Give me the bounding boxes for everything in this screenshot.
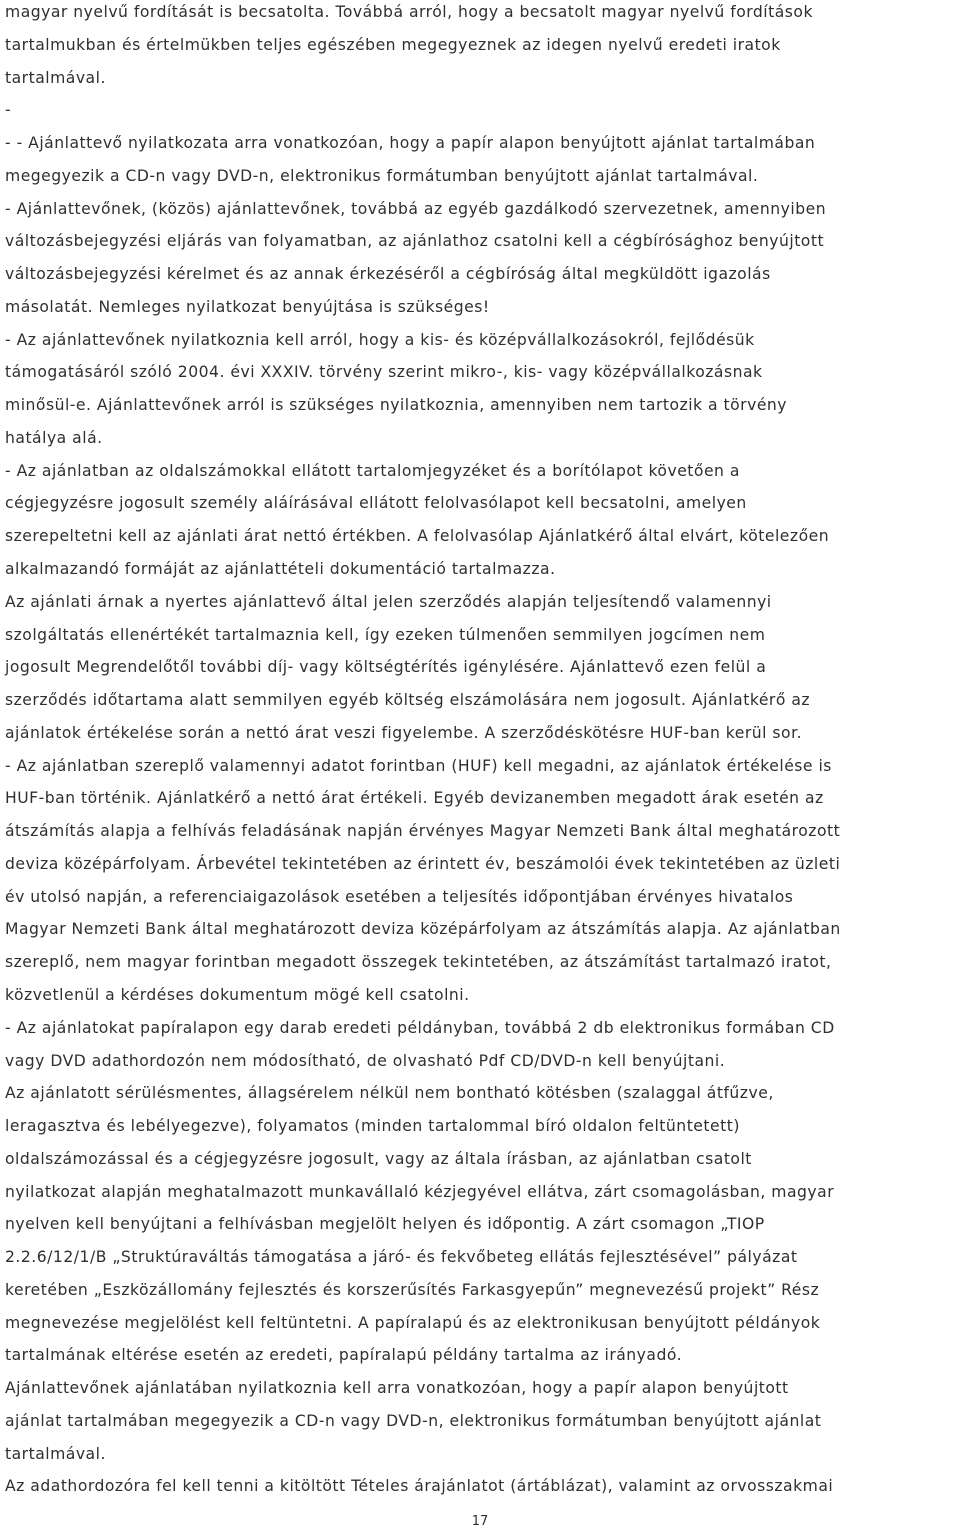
text-line: cégjegyzésre jogosult személy aláírásával ellátott felolvasólapot kell becsatolni, amelyen [5,494,747,513]
text-line: másolatát. Nemleges nyilatkozat benyújtása is szükséges! [5,297,490,316]
text-line: Az adathordozóra fel kell tenni a kitöltött Tételes árajánlatot (ártáblázat), valamint az orvosszakmai [5,1477,834,1496]
text-line: ajánlatok értékelése során a nettó árat veszi figyelembe. A szerződéskötésre HUF-ban kerül sor. [5,723,803,742]
text-line: minősül-e. Ajánlattevőnek arról is szükséges nyilatkoznia, amennyiben nem tartozik a törvény [5,396,788,415]
text-line: támogatásáról szóló 2004. évi XXXIV. törvény szerint mikro-, kis- vagy középvállalkozásnak [5,363,763,382]
text-line: 2.2.6/12/1/B „Struktúraváltás támogatása a járó- és fekvőbeteg ellátás fejlesztésével” pályázat [5,1248,798,1267]
text-line: magyar nyelvű fordítását is becsatolta. Továbbá arról, hogy a becsatolt magyar nyelvű fordítások [5,3,813,21]
text-line: keretében „Eszközállomány fejlesztés és korszerűsítés Farkasgyepűn” megnevezésű projekt” Rész [5,1280,820,1299]
text-line: vagy DVD adathordozón nem módosítható, de olvasható Pdf CD/DVD-n kell benyújtani. [5,1051,726,1070]
text-line: oldalszámozással és a cégjegyzésre jogosult, vagy az általa írásban, az ajánlatban csatolt [5,1149,752,1168]
text-line: - - Ajánlattevő nyilatkozata arra vonatkozóan, hogy a papír alapon benyújtott ajánlat tartalmában [5,134,816,153]
text-line: - [5,101,12,120]
text-line: alkalmazandó formáját az ajánlattételi dokumentáció tartalmazza. [5,560,556,579]
text-line: jogosult Megrendelőtől további díj- vagy költségtérítés igénylésére. Ajánlattevő ezen felül a [5,658,767,677]
page-number: 17 [471,1514,489,1529]
text-line: Az ajánlatott sérülésmentes, állagsérelem nélkül nem bontható kötésben (szalaggal átfűzve, [5,1084,774,1103]
text-line: szolgáltatás ellenértékét tartalmaznia kell, így ezeken túlmenően semmilyen jogcímen nem [5,625,766,644]
text-line: változásbejegyzési kérelmet és az annak érkezéséről a cégbíróság által megküldött igazolás [5,265,771,284]
body-text [5,0,957,1503]
text-line: szerepeltetni kell az ajánlati árat nettó értékben. A felolvasólap Ajánlatkérő által elvárt, kötelezően [5,527,830,546]
text-line: Magyar Nemzeti Bank által meghatározott deviza középárfolyam az átszámítás alapja. Az ajánlatban [5,920,841,939]
text-line: közvetlenül a kérdéses dokumentum mögé kell csatolni. [5,985,470,1004]
text-line: ajánlat tartalmában megegyezik a CD-n vagy DVD-n, elektronikus formátumban benyújtott ajánlat [5,1411,822,1430]
text-line: nyilatkozat alapján meghatalmazott munkavállaló kézjegyével ellátva, zárt csomagolásban, magyar [5,1182,835,1201]
text-line: szereplő, nem magyar forintban megadott összegek tekintetében, az átszámítást tartalmazó iratot, [5,953,832,972]
text-line: Ajánlattevőnek ajánlatában nyilatkoznia kell arra vonatkozóan, hogy a papír alapon benyújtott [5,1379,789,1398]
text-line: - Az ajánlatokat papíralapon egy darab eredeti példányban, továbbá 2 db elektronikus formában CD [5,1018,835,1037]
text-line: - Az ajánlatban szereplő valamennyi adatot forintban (HUF) kell megadni, az ajánlatok értékelése is [5,756,832,775]
text-line: nyelven kell benyújtani a felhívásban megjelölt helyen és időpontig. A zárt csomagon „TIOP [5,1215,765,1234]
text-line: - Az ajánlattevőnek nyilatkoznia kell arról, hogy a kis- és középvállalkozásokról, fejlődésük [5,330,755,349]
text-line: tartalmával. [5,68,106,87]
text-line: szerződés időtartama alatt semmilyen egyéb költség elszámolására nem jogosult. Ajánlatkérő az [5,691,811,710]
text-line: leragasztva és lebélyegezve), folyamatos (minden tartalommal bíró oldalon feltüntetett) [5,1117,740,1136]
text-line: év utolsó napján, a referenciaigazolások esetében a teljesítés időpontjában érvényes hivatalos [5,887,794,906]
text-line: Az ajánlati árnak a nyertes ajánlattevő által jelen szerződés alapján teljesítendő valamennyi [5,592,772,611]
text-line: változásbejegyzési eljárás van folyamatban, az ajánlathoz csatolni kell a cégbírósághoz benyújtott [5,232,825,251]
text-line: tartalmának eltérése esetén az eredeti, papíralapú példány tartalma az irányadó. [5,1346,683,1365]
text-line: tartalmával. [5,1444,106,1463]
text-line: átszámítás alapja a felhívás feladásának napján érvényes Magyar Nemzeti Bank által meghatározott [5,822,841,841]
text-line: tartalmukban és értelmükben teljes egészében megegyeznek az idegen nyelvű eredeti iratok [5,35,781,54]
text-line: hatálya alá. [5,428,103,447]
text-line: - Ajánlattevőnek, (közös) ajánlattevőnek, továbbá az egyéb gazdálkodó szervezetnek, amennyiben [5,199,827,218]
text-line: deviza középárfolyam. Árbevétel tekintetében az érintett év, beszámolói évek tekintetében az üzleti [5,854,841,873]
text-line: HUF-ban történik. Ajánlatkérő a nettó árat értékeli. Egyéb devizanemben megadott árak esetén az [5,789,824,808]
text-line: - Az ajánlatban az oldalszámokkal ellátott tartalomjegyzéket és a borítólapot követően a [5,461,740,480]
text-line: megnevezése megjelölést kell feltüntetni. A papíralapú és az elektronikusan benyújtott példányok [5,1313,821,1332]
text-line: megegyezik a CD-n vagy DVD-n, elektronikus formátumban benyújtott ajánlat tartalmával. [5,166,759,185]
